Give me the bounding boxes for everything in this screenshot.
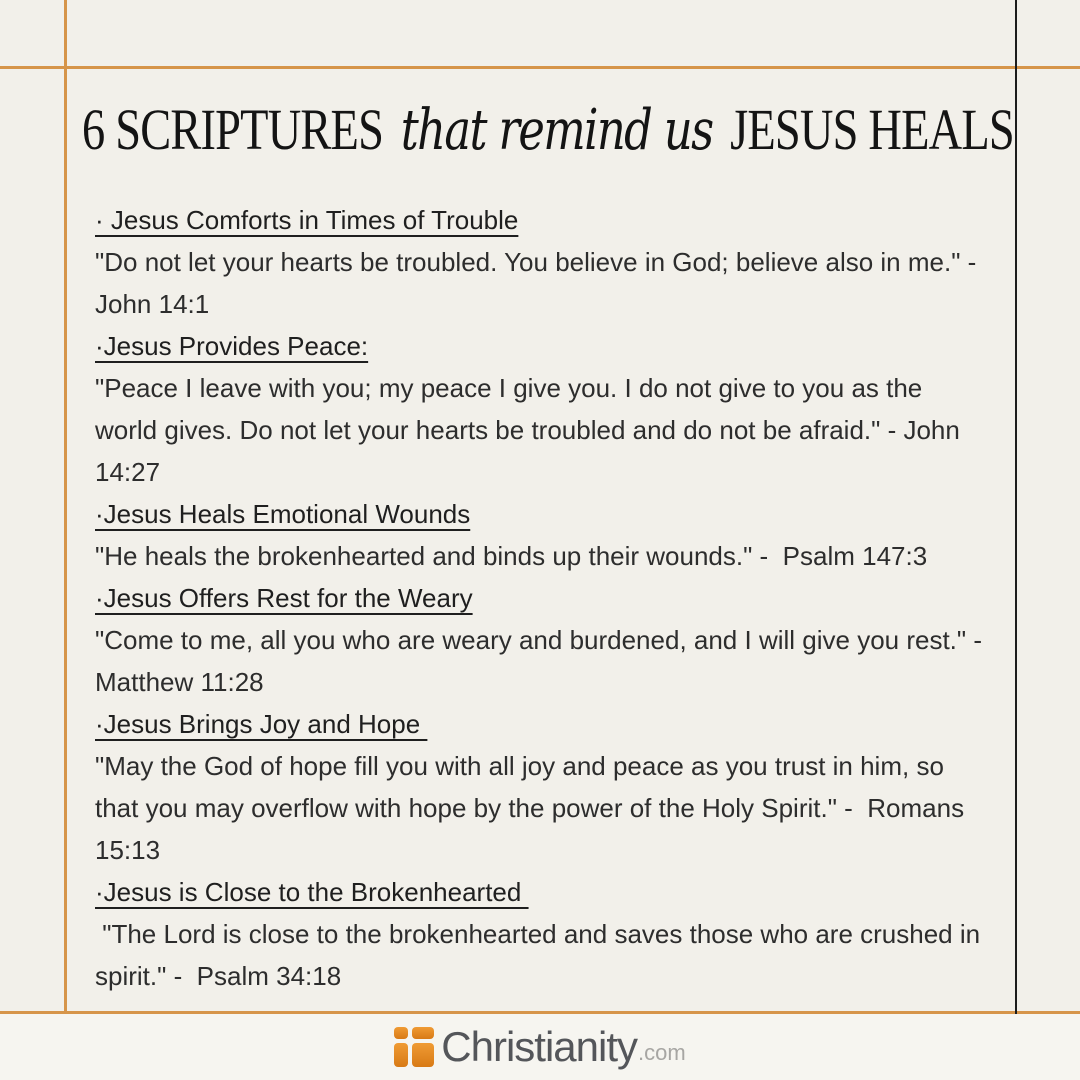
christianity-logo bbox=[394, 1023, 686, 1070]
section-heading bbox=[95, 199, 987, 241]
section-heading bbox=[95, 871, 987, 913]
logo-tld-text: .com bbox=[638, 1040, 686, 1065]
section-quote: "May the God of hope fill you with all joy and peace as you trust in him, so that you may overflow with hope by the power of the Holy Spirit." - Romans 15:13 bbox=[95, 751, 972, 865]
scripture-section-comfort bbox=[95, 199, 987, 325]
scripture-list bbox=[95, 199, 990, 997]
scripture-section-brokenhearted bbox=[95, 871, 987, 997]
section-heading bbox=[95, 325, 987, 367]
section-heading-text: ·Jesus is Close to the Brokenhearted bbox=[95, 877, 529, 907]
section-heading-text: ·Jesus Heals Emotional Wounds bbox=[95, 499, 471, 529]
cross-icon-quadrant bbox=[394, 1043, 408, 1067]
section-quote: "Peace I leave with you; my peace I give you. I do not give to you as the world gives. Do not let your hearts be troubled and do not be afraid." - John 14:27 bbox=[95, 373, 968, 487]
section-heading bbox=[95, 493, 987, 535]
logo-brand-text: Christianity bbox=[441, 1023, 638, 1070]
title-count-scriptures: 6 SCRIPTURES bbox=[82, 97, 384, 162]
scripture-section-heals-wounds bbox=[95, 493, 987, 577]
page-title bbox=[82, 96, 1014, 163]
cross-icon-quadrant bbox=[394, 1027, 408, 1039]
section-heading-text: ·Jesus Provides Peace: bbox=[95, 331, 369, 361]
section-heading-text: · Jesus Comforts in Times of Trouble bbox=[95, 205, 519, 235]
section-quote: "The Lord is close to the brokenhearted and saves those who are crushed in spirit." - Psalm 34:18 bbox=[95, 919, 988, 991]
cross-icon-quadrant bbox=[412, 1027, 434, 1039]
section-heading-text: ·Jesus Brings Joy and Hope bbox=[95, 709, 428, 739]
section-quote: "Do not let your hearts be troubled. You believe in God; believe also in me." - John 14:1 bbox=[95, 247, 984, 319]
section-quote: "Come to me, all you who are weary and burdened, and I will give you rest." - Matthew 11:28 bbox=[95, 625, 990, 697]
top-border-line bbox=[0, 66, 1080, 69]
title-jesus-heals: JESUS HEALS bbox=[730, 97, 1014, 162]
section-heading bbox=[95, 703, 987, 745]
footer-logo-strip bbox=[0, 1014, 1080, 1080]
scripture-section-joy-hope bbox=[95, 703, 987, 871]
right-border-line bbox=[1015, 0, 1017, 1080]
scripture-section-rest bbox=[95, 577, 990, 703]
title-script-phrase: that remind us bbox=[400, 98, 713, 163]
section-quote: "He heals the brokenhearted and binds up their wounds." - Psalm 147:3 bbox=[95, 541, 928, 571]
section-heading bbox=[95, 577, 987, 619]
cross-icon-quadrant bbox=[412, 1043, 434, 1067]
section-heading-text: ·Jesus Offers Rest for the Weary bbox=[95, 583, 473, 613]
left-border-line bbox=[64, 0, 67, 1080]
scripture-section-peace bbox=[95, 325, 987, 493]
cross-icon bbox=[394, 1027, 434, 1067]
